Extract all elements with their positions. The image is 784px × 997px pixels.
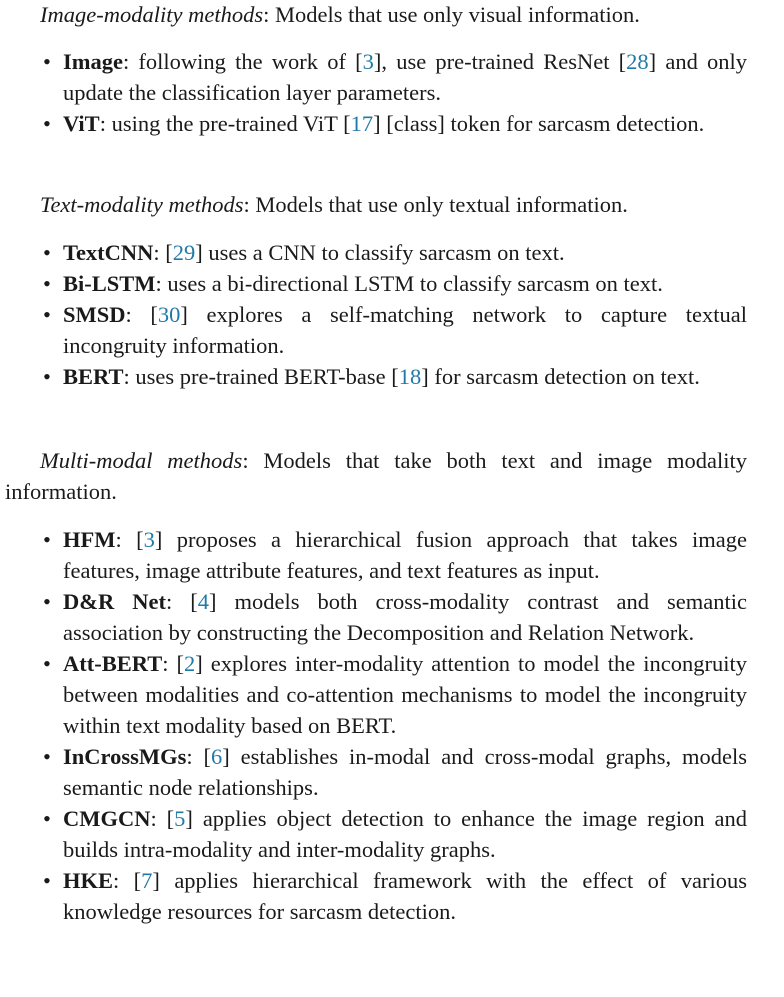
method-description: : [ <box>165 589 198 614</box>
multimodal-description: : Models that take both text and image modality information. <box>5 448 747 504</box>
image-modality-heading <box>5 0 747 30</box>
multimodal-heading <box>5 445 747 507</box>
method-name: SMSD <box>63 302 126 327</box>
method-description: ] explores a self-matching network to capture textual incongruity information. <box>63 302 747 358</box>
method-name: Att-BERT <box>63 651 163 676</box>
citation-link[interactable]: 7 <box>141 868 153 893</box>
method-description: ] applies object detection to enhance the image region and builds intra-modality and inter-modality graphs. <box>63 806 747 862</box>
method-list-item <box>0 524 747 586</box>
method-description: ] [class] token for sarcasm detection. <box>373 111 705 136</box>
multimodal-methods-list <box>0 524 747 927</box>
method-description: ] models both cross-modality contrast and semantic association by constructing the Decomposition and Relation Network. <box>63 589 747 645</box>
multimodal-label: Multi-modal methods <box>40 448 243 473</box>
text-modality-label: Text-modality methods <box>40 192 244 217</box>
method-name: HFM <box>63 527 116 552</box>
citation-link[interactable]: 30 <box>157 302 181 327</box>
citation-link[interactable]: 18 <box>398 364 422 389</box>
method-description: ] explores inter-modality attention to model the incongruity between modalities and co-attention mechanisms to model the incongruity within text modality based on BERT. <box>63 651 748 738</box>
image-methods-list <box>0 46 747 139</box>
citation-link[interactable]: 4 <box>197 589 209 614</box>
method-list-item <box>0 299 747 361</box>
method-description: : [ <box>153 240 173 265</box>
image-modality-description: : Models that use only visual information. <box>263 2 640 27</box>
method-list-item <box>0 741 747 803</box>
method-list-item <box>0 237 747 268</box>
method-list-item <box>0 46 747 108</box>
method-list-item <box>0 108 747 139</box>
text-modality-description: : Models that use only textual information. <box>243 192 628 217</box>
method-description: : uses pre-trained BERT-base [ <box>123 364 399 389</box>
citation-link[interactable]: 17 <box>350 111 374 136</box>
method-description: : [ <box>125 302 158 327</box>
method-list-item <box>0 586 747 648</box>
method-description: ] uses a CNN to classify sarcasm on text. <box>195 240 565 265</box>
image-modality-label: Image-modality methods <box>40 2 264 27</box>
text-modality-heading <box>5 189 747 220</box>
method-description: : [ <box>186 744 212 769</box>
method-description: : [ <box>113 868 142 893</box>
method-name: Bi-LSTM <box>63 271 156 296</box>
citation-link[interactable]: 6 <box>211 744 223 769</box>
method-description: ] establishes in-modal and cross-modal graphs, models semantic node relationships. <box>63 744 747 800</box>
citation-link[interactable]: 3 <box>143 527 155 552</box>
method-name: D&R Net <box>63 589 166 614</box>
method-name: HKE <box>63 868 114 893</box>
citation-link[interactable]: 5 <box>174 806 186 831</box>
method-description: ], use pre-trained ResNet [ <box>373 49 627 74</box>
method-description: ] for sarcasm detection on text. <box>421 364 700 389</box>
method-list-item <box>0 865 747 927</box>
method-description: : [ <box>150 806 175 831</box>
text-methods-list <box>0 237 747 392</box>
method-name: BERT <box>63 364 124 389</box>
method-name: Image <box>63 49 123 74</box>
method-name: TextCNN <box>63 240 154 265</box>
citation-link[interactable]: 2 <box>183 651 196 676</box>
method-description: ] proposes a hierarchical fusion approach that takes image features, image attribute features, and text features as input. <box>63 527 747 583</box>
method-description: : uses a bi-directional LSTM to classify sarcasm on text. <box>155 271 663 296</box>
method-name: ViT <box>63 111 100 136</box>
citation-link[interactable]: 29 <box>172 240 196 265</box>
method-list-item <box>0 803 747 865</box>
method-description: : [ <box>115 527 144 552</box>
method-name: CMGCN <box>63 806 151 831</box>
method-description: : [ <box>162 651 184 676</box>
citation-link[interactable]: 3 <box>362 49 374 74</box>
method-list-item <box>0 268 747 299</box>
method-list-item <box>0 648 747 741</box>
method-description: ] applies hierarchical framework with the effect of various knowledge resources for sarcasm detection. <box>63 868 747 924</box>
method-description: : using the pre-trained ViT [ <box>99 111 351 136</box>
method-list-item <box>0 361 747 392</box>
method-description: ] and only update the classification layer parameters. <box>63 49 748 105</box>
citation-link[interactable]: 28 <box>626 49 649 74</box>
method-name: InCrossMGs <box>63 744 187 769</box>
method-description: : following the work of [ <box>123 49 363 74</box>
